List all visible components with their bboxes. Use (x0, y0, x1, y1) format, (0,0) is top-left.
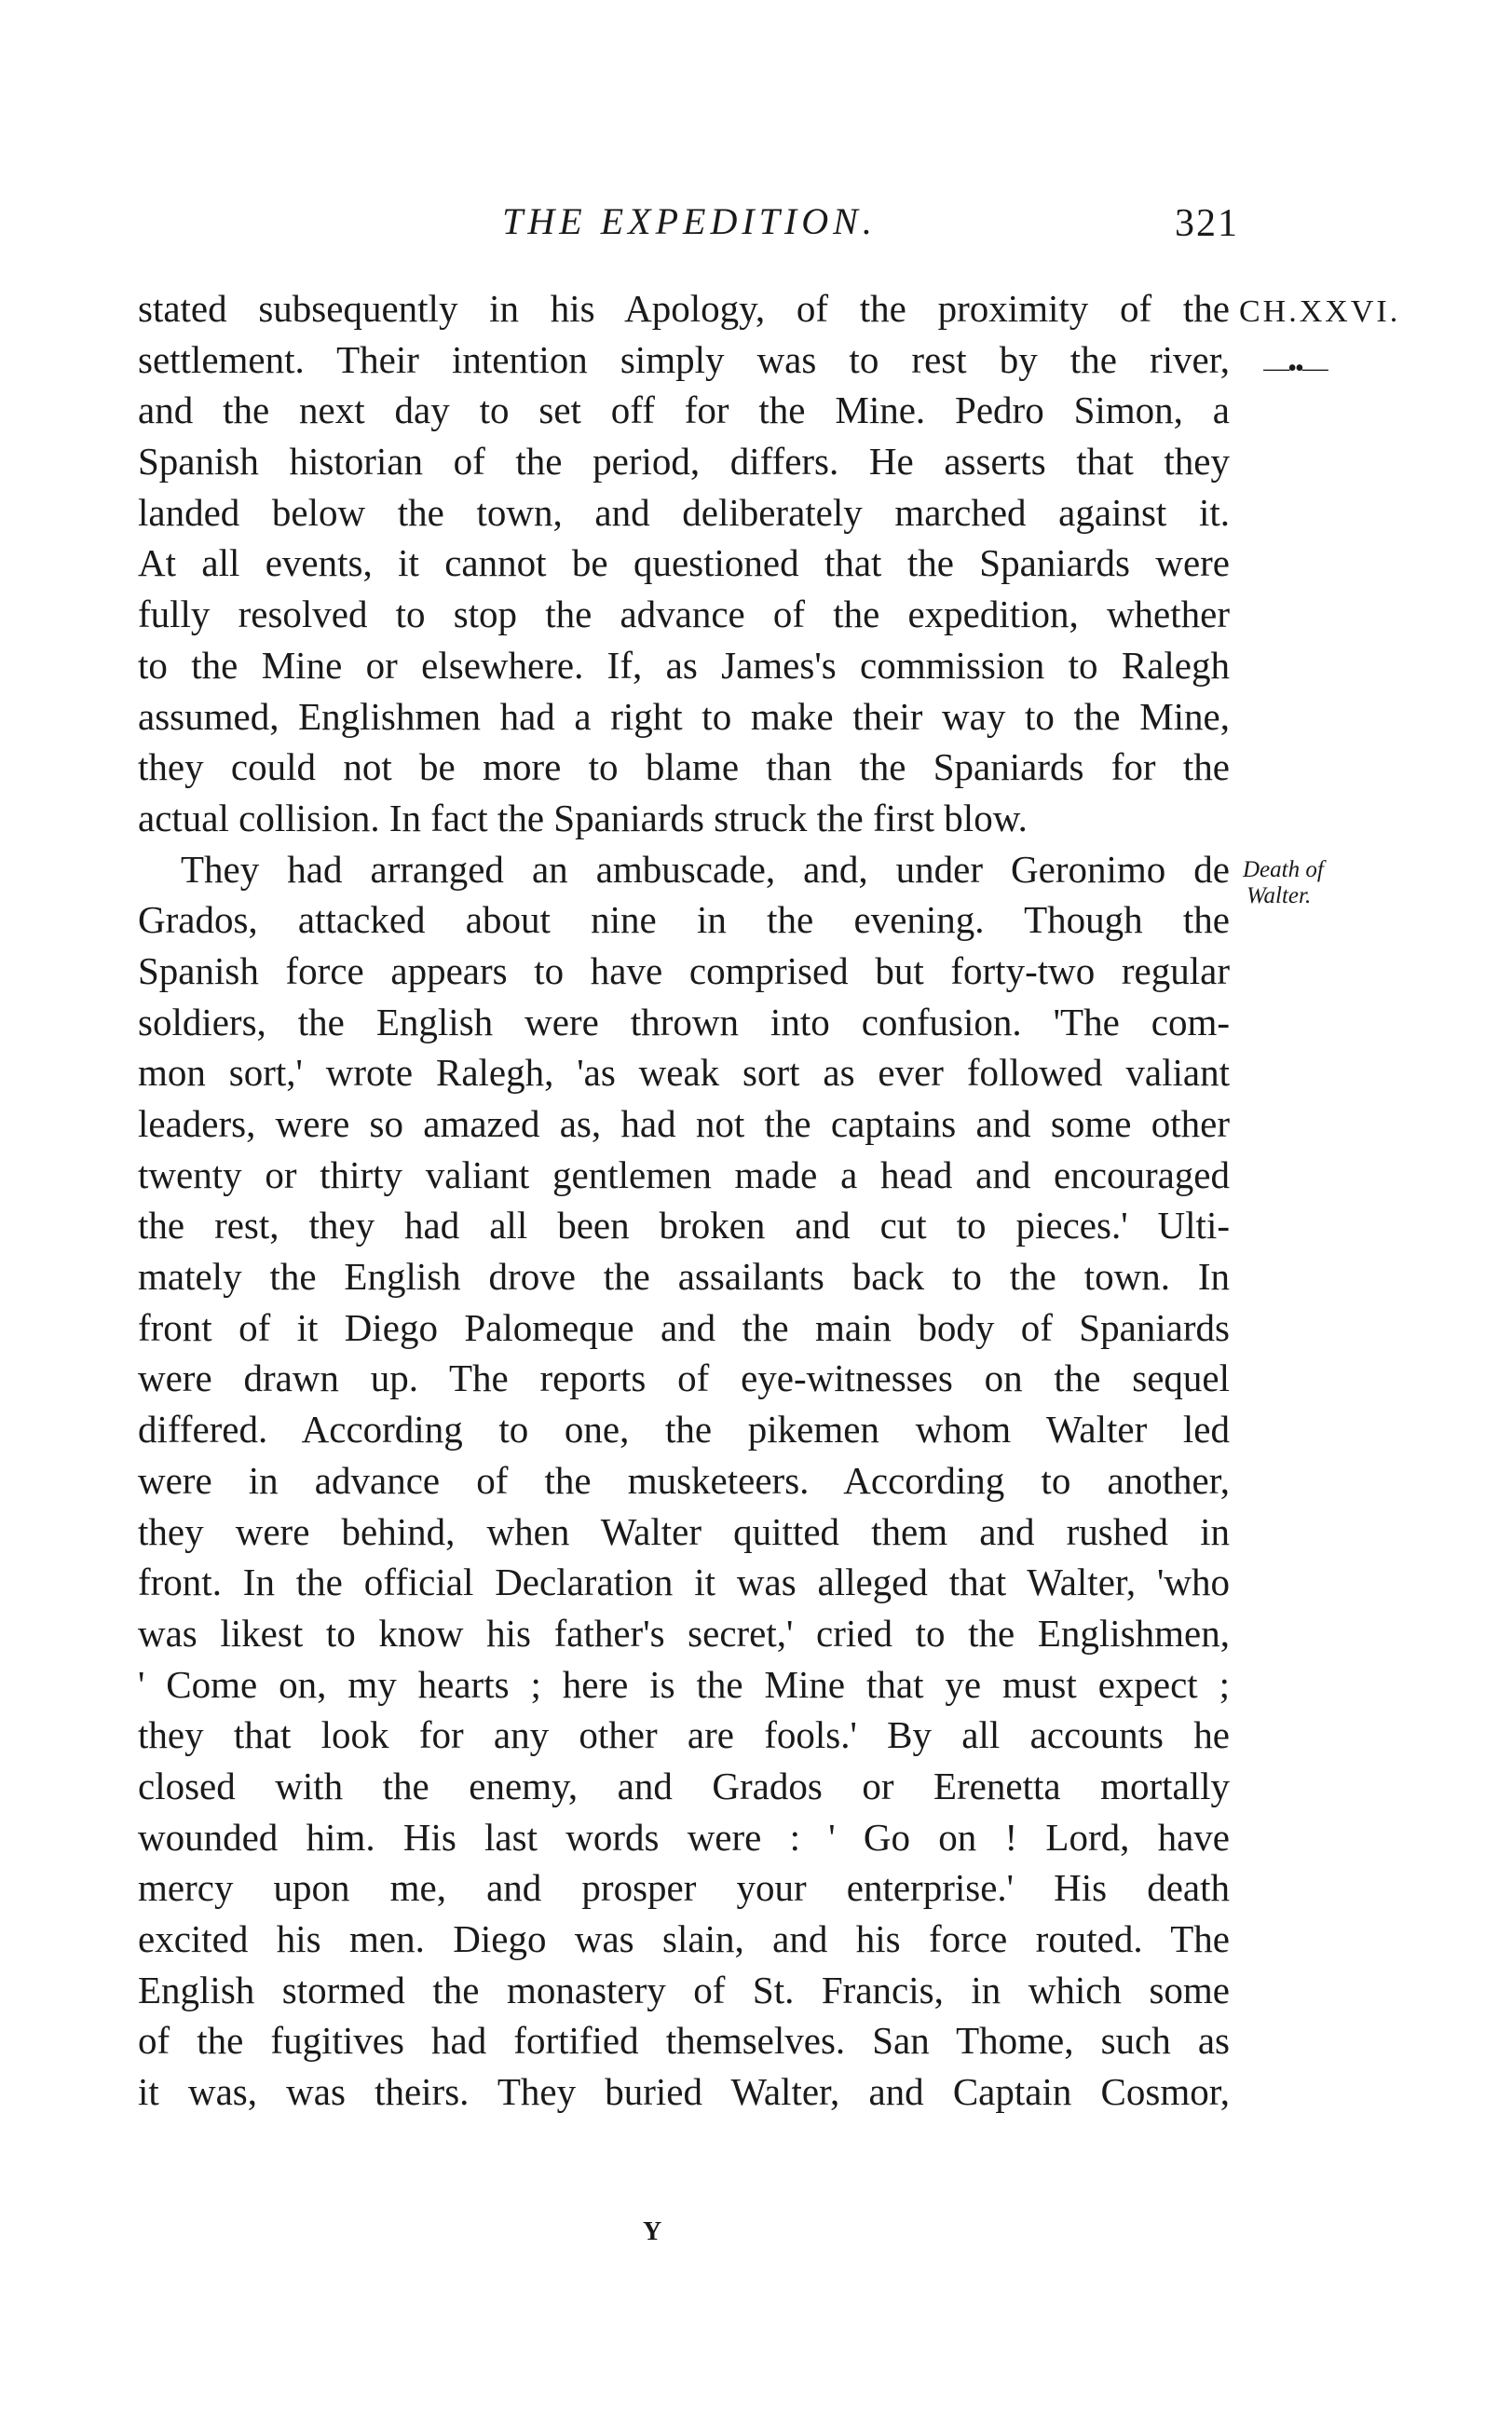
sidenote-line: Walter. (1246, 883, 1312, 908)
text-line: mon sort,' wrote Ralegh, 'as weak sort as ever followed valiant (138, 1051, 1230, 1095)
running-head (140, 196, 1239, 252)
text-line: actual collision. In fact the Spaniards struck the first blow. (138, 796, 1028, 839)
ornament-icon: —••— (1263, 354, 1327, 383)
text-line: landed below the town, and deliberately marched against it. (138, 490, 1230, 534)
text-line: settlement. Their intention simply was to rest by the river, (138, 337, 1230, 381)
text-line: they could not be more to blame than the Spaniards for the (138, 745, 1230, 789)
text-line: ' Come on, my hearts ; here is the Mine that ye must expect ; (138, 1662, 1230, 1706)
text-line: twenty or thirty valiant gentlemen made a head and encouraged (138, 1152, 1230, 1196)
text-line: At all events, it cannot be questioned that the Spaniards were (138, 541, 1230, 585)
text-line: They had arranged an ambuscade, and, under Geronimo de (181, 847, 1230, 891)
text-line: to the Mine or elsewhere. If, as James's commission to Ralegh (138, 643, 1230, 687)
text-line: mercy upon me, and prosper your enterprise.' His death (138, 1866, 1230, 1910)
text-line: was likest to know his father's secret,' cried to the Englishmen, (138, 1611, 1230, 1655)
chapter-marker: CH.XXVI. (1239, 294, 1401, 329)
text-line: closed with the enemy, and Grados or Erenetta mortally (138, 1764, 1230, 1807)
body-text (138, 283, 1230, 2118)
text-line: English stormed the monastery of St. Francis, in which some (138, 1968, 1230, 2011)
text-line: front of it Diego Palomeque and the main body of Spaniards (138, 1305, 1230, 1349)
sidenote (1243, 857, 1383, 909)
text-line: assumed, Englishmen had a right to make their way to the Mine, (138, 694, 1230, 738)
text-line: Grados, attacked about nine in the evening. Though the (138, 898, 1230, 942)
text-line: wounded him. His last words were : ' Go on ! Lord, have (138, 1815, 1230, 1859)
text-line: stated subsequently in his Apology, of the proximity of the (138, 287, 1230, 330)
running-title: THE EXPEDITION. (502, 200, 877, 242)
text-line: and the next day to set off for the Mine. Pedro Simon, a (138, 389, 1230, 432)
signature-mark: Y (643, 2217, 662, 2246)
text-line: fully resolved to stop the advance of the expedition, whether (138, 593, 1230, 636)
text-line: it was, was theirs. They buried Walter, and Captain Cosmor, (138, 2070, 1230, 2114)
text-line: excited his men. Diego was slain, and his force routed. The (138, 1917, 1230, 1960)
text-line: leaders, were so amazed as, had not the captains and some other (138, 1102, 1230, 1145)
text-line: were in advance of the musketeers. According to another, (138, 1458, 1230, 1502)
text-line: Spanish force appears to have comprised but forty-two regular (138, 948, 1230, 992)
text-line: Spanish historian of the period, differs. He asserts that they (138, 440, 1230, 484)
text-line: of the fugitives had fortified themselves. San Thome, such as (138, 2019, 1230, 2063)
text-line: differed. According to one, the pikemen whom Walter led (138, 1408, 1230, 1452)
text-line: soldiers, the English were thrown into confusion. 'The com- (138, 1000, 1230, 1043)
page-number: 321 (1175, 202, 1239, 245)
text-line: front. In the official Declaration it was alleged that Walter, 'who (138, 1561, 1230, 1604)
text-line: were drawn up. The reports of eye-witnesses on the sequel (138, 1356, 1230, 1400)
text-line: mately the English drove the assailants back to the town. In (138, 1255, 1230, 1299)
text-line: the rest, they had all been broken and cut to pieces.' Ulti- (138, 1204, 1230, 1247)
text-line: they were behind, when Walter quitted them and rushed in (138, 1509, 1230, 1553)
sidenote-line: Death of (1243, 857, 1324, 882)
text-line: they that look for any other are fools.' By all accounts he (138, 1713, 1230, 1757)
